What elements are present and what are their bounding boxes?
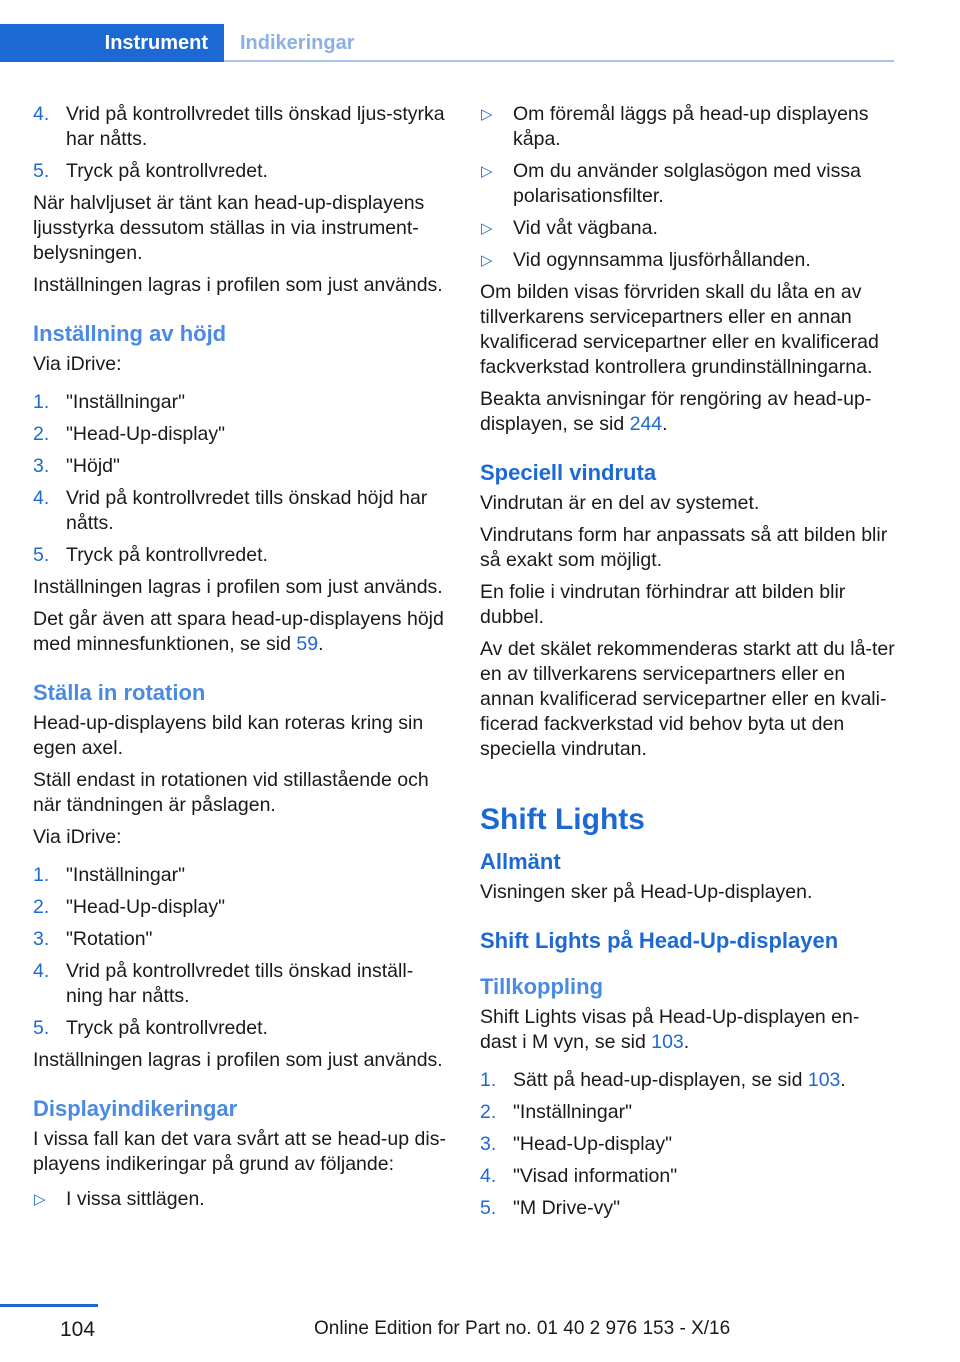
item-number: 4.	[33, 960, 50, 982]
paragraph	[480, 1005, 895, 1055]
page-link[interactable]: 103	[651, 1031, 684, 1053]
footer-rule	[0, 1304, 98, 1307]
paragraph: Inställningen lagras i profilen som just används.	[33, 274, 443, 296]
paragraph: Via iDrive:	[33, 353, 122, 375]
paragraph: Head-up-displayens bild kan roteras kring sin egen axel.	[33, 712, 424, 759]
paragraph: Visningen sker på Head-Up-displayen.	[480, 881, 813, 903]
bullet-item	[33, 1187, 448, 1212]
list-item	[480, 1196, 895, 1221]
paragraph: När halvljuset är tänt kan head-up-displayens ljusstyrka dessutom ställas in via instrument-belysningen.	[33, 192, 425, 264]
item-text: Tryck på kontrollvredet.	[66, 544, 268, 566]
edition-text: Online Edition for Part no. 01 40 2 976 153 - X/16	[314, 1318, 731, 1339]
heading-allmant: Allmänt	[480, 849, 561, 874]
item-text: "Rotation"	[66, 928, 153, 950]
list-item	[480, 1132, 895, 1157]
item-text: Vrid på kontrollvredet tills önskad höjd har nåtts.	[66, 487, 428, 534]
list-item	[33, 927, 448, 952]
item-number: 1.	[33, 864, 50, 886]
item-number: 3.	[33, 928, 50, 950]
item-text: Tryck på kontrollvredet.	[66, 160, 268, 182]
page-link[interactable]: 244	[629, 413, 663, 435]
tab-instrument[interactable]: Instrument	[0, 24, 224, 62]
list-item	[33, 159, 448, 184]
item-text: "Höjd"	[66, 455, 120, 477]
item-number: 3.	[33, 455, 50, 477]
list-item	[33, 959, 448, 1009]
paragraph	[33, 607, 448, 657]
item-number: 4.	[33, 487, 50, 509]
triangle-bullet-icon: ▷	[34, 1191, 46, 1208]
list-item	[33, 422, 448, 447]
left-column	[33, 102, 448, 1219]
paragraph: Vindrutans form har anpassats så att bilden blir så exakt som möjligt.	[480, 524, 888, 571]
list-item	[480, 1068, 895, 1093]
item-text: "Inställningar"	[66, 391, 185, 413]
item-text: "Inställningar"	[66, 864, 185, 886]
triangle-bullet-icon: ▷	[481, 252, 493, 269]
item-text: Vrid på kontrollvredet tills önskad inställ-ning har nåtts.	[66, 960, 414, 1007]
header-rule	[224, 60, 894, 62]
text: .	[318, 633, 324, 655]
heading-displayindikeringar: Displayindikeringar	[33, 1096, 238, 1121]
item-text: "Head-Up-display"	[66, 423, 226, 445]
item-text: Vid våt vägbana.	[513, 217, 658, 239]
triangle-bullet-icon: ▷	[481, 220, 493, 237]
paragraph: Vindrutan är en del av systemet.	[480, 492, 760, 514]
paragraph: Inställningen lagras i profilen som just används.	[33, 576, 443, 598]
bullet-item	[480, 248, 895, 273]
item-text: "Head-Up-display"	[513, 1133, 673, 1155]
list-item	[480, 1164, 895, 1189]
item-number: 2.	[33, 896, 50, 918]
item-number: 5.	[33, 1017, 50, 1039]
list-item	[33, 102, 448, 152]
list-item	[480, 1100, 895, 1125]
page-link[interactable]: 103	[807, 1069, 841, 1091]
item-text: Sätt på head-up-displayen, se sid	[513, 1069, 808, 1091]
item-text: "Inställningar"	[513, 1101, 632, 1123]
item-number: 3.	[480, 1133, 497, 1155]
item-number: 5.	[480, 1197, 497, 1219]
item-text: "Visad information"	[513, 1165, 678, 1187]
heading-speciell-vindruta: Speciell vindruta	[480, 460, 657, 485]
list-item	[33, 543, 448, 568]
bullet-item	[480, 159, 895, 209]
item-number: 4.	[33, 103, 50, 125]
item-number: 5.	[33, 160, 50, 182]
text: .	[662, 413, 668, 435]
item-number: 4.	[480, 1165, 497, 1187]
text: Det går även att spara head-up-displayens höjd med minnesfunktionen, se sid	[33, 608, 444, 655]
paragraph: Ställ endast in rotationen vid stillastående och när tändningen är påslagen.	[33, 769, 429, 816]
page-header	[0, 0, 960, 62]
item-text: Tryck på kontrollvredet.	[66, 1017, 268, 1039]
page-link[interactable]: 59	[296, 633, 319, 655]
heading-rotation: Ställa in rotation	[33, 680, 206, 705]
text: .	[683, 1031, 690, 1053]
paragraph: Om bilden visas förvriden skall du låta en av tillverkarens servicepartners eller en annan kvalificerad servicepartner eller en kvalificerad fackverkstad kontrollera grundinställningarna.	[480, 281, 879, 378]
paragraph: I vissa fall kan det vara svårt att se head-up dis-playens indikeringar på grund av följande:	[33, 1128, 446, 1175]
item-text: "M Drive-vy"	[513, 1197, 621, 1219]
item-number: 1.	[33, 391, 50, 413]
text: Shift Lights visas på Head-Up-displayen en-dast i M vyn, se sid	[480, 1006, 860, 1053]
tab-indikeringar[interactable]: Indikeringar	[240, 32, 355, 54]
paragraph	[480, 387, 895, 437]
item-number: 5.	[33, 544, 50, 566]
item-text: Vrid på kontrollvredet tills önskad ljus-styrka har nåtts.	[66, 103, 445, 150]
list-item	[33, 390, 448, 415]
item-text: Om du använder solglasögon med vissa polarisationsfilter.	[513, 160, 861, 207]
page-number: 104	[60, 1318, 96, 1341]
heading-shift-lights: Shift Lights	[480, 803, 645, 836]
triangle-bullet-icon: ▷	[481, 163, 493, 180]
item-text: I vissa sittlägen.	[66, 1188, 205, 1210]
right-column	[480, 102, 895, 1228]
item-text: "Head-Up-display"	[66, 896, 226, 918]
item-number: 1.	[480, 1069, 497, 1091]
heading-tillkoppling: Tillkoppling	[480, 974, 604, 999]
heading-hojd: Inställning av höjd	[33, 321, 227, 346]
text: Beakta anvisningar för rengöring av head-up-displayen, se sid	[480, 388, 872, 435]
list-item	[33, 454, 448, 479]
item-text: Vid ogynnsamma ljusförhållanden.	[513, 249, 811, 271]
item-text: Om föremål läggs på head-up displayens kåpa.	[513, 103, 869, 150]
paragraph: Via iDrive:	[33, 826, 122, 848]
triangle-bullet-icon: ▷	[481, 106, 493, 123]
list-item	[33, 486, 448, 536]
paragraph: Av det skälet rekommenderas starkt att du lå-ter en av tillverkarens servicepartners eller en annan kvalificerad servicepartner eller en kvali-ficerad fackverkstad vid behov byta ut den speciella vindrutan.	[480, 638, 895, 760]
list-item	[33, 863, 448, 888]
item-text: .	[840, 1069, 846, 1091]
paragraph: Inställningen lagras i profilen som just används.	[33, 1049, 443, 1071]
bullet-item	[480, 216, 895, 241]
paragraph: En folie i vindrutan förhindrar att bilden blir dubbel.	[480, 581, 846, 628]
list-item	[33, 1016, 448, 1041]
item-number: 2.	[33, 423, 50, 445]
item-number: 2.	[480, 1101, 497, 1123]
heading-shift-lights-hud: Shift Lights på Head-Up-displayen	[480, 928, 839, 953]
list-item	[33, 895, 448, 920]
bullet-item	[480, 102, 895, 152]
